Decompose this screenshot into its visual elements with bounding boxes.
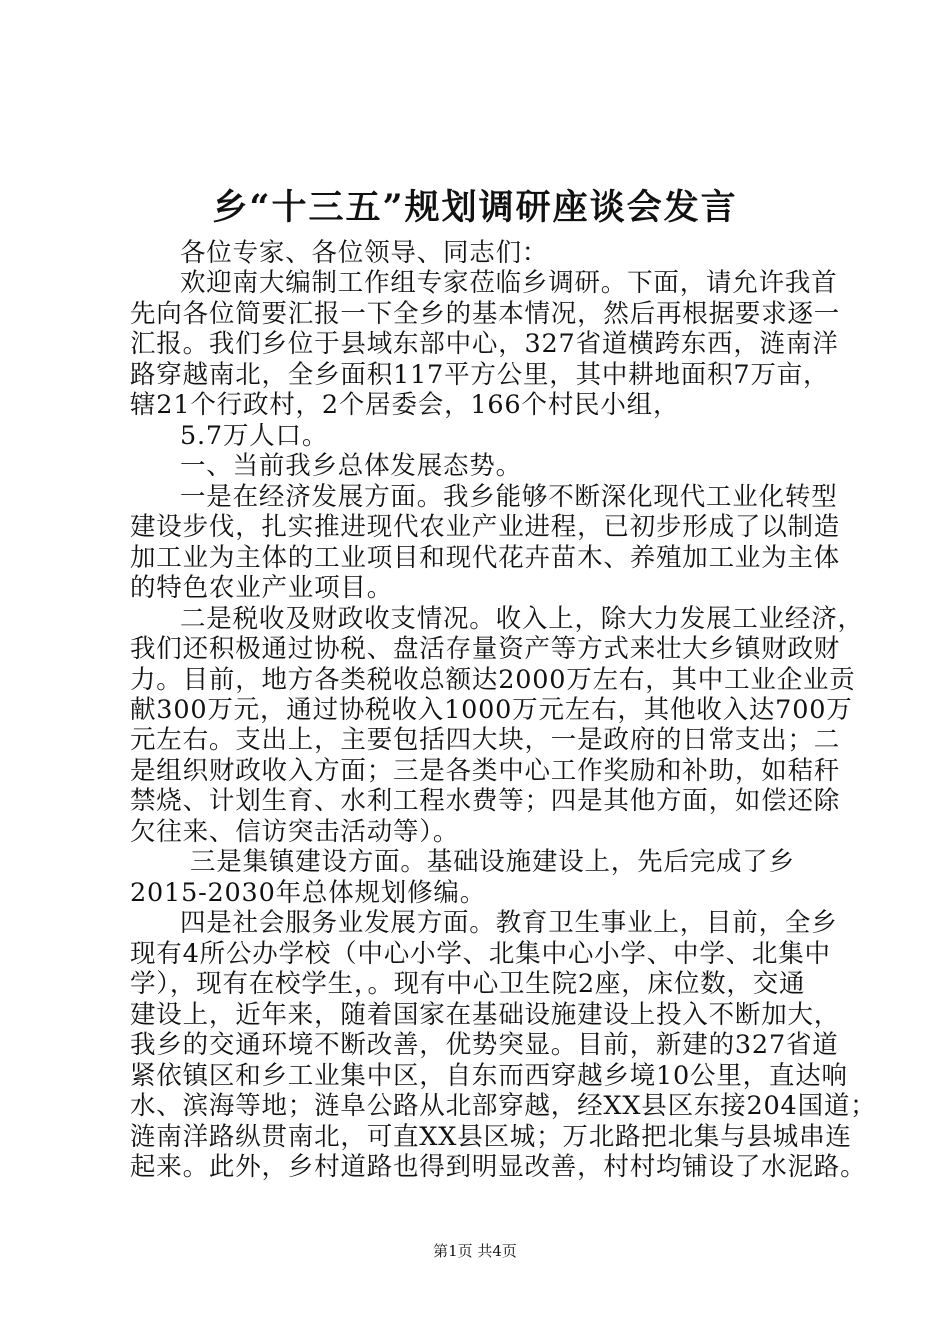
text-line: 紧依镇区和乡工业集中区，自东而西穿越乡境10公里，直达响: [130, 1061, 848, 1091]
text-line: 我乡的交通环境不断改善，优势突显。目前，新建的327省道: [130, 1030, 839, 1060]
text-line: 建设步伐，扎实推进现代农业产业进程，已初步形成了以制造: [130, 512, 841, 542]
text-line: 先向各位简要汇报一下全乡的基本情况，然后再根据要求逐一: [130, 299, 841, 329]
text-line: 欢迎南大编制工作组专家莅临乡调研。下面，请允许我首: [180, 268, 838, 298]
text-line: 涟南洋路纵贯南北，可直XX县区城；万北路把北集与县城串连: [130, 1122, 852, 1152]
text-line: 我们还积极通过协税、盘活存量资产等方式来壮大乡镇财政财: [130, 634, 841, 664]
page-footer: 第1页 共4页: [433, 1242, 517, 1260]
text-line: 建设上，近年来，随着国家在基础设施建设上投入不断加大，: [130, 1000, 841, 1030]
text-line: 学），现有在校学生，。现有中心卫生院2座，床位数，交通: [130, 969, 806, 999]
text-line: 5.7万人口。: [180, 421, 329, 451]
text-line: 力。目前，地方各类税收总额达2000万左右，其中工业企业贡: [130, 665, 856, 695]
text-line: 一是在经济发展方面。我乡能够不断深化现代工业化转型: [180, 482, 838, 512]
text-line: 三是集镇建设方面。基础设施建设上，先后完成了乡: [190, 847, 795, 877]
text-line: 二是税收及财政收支情况。收入上，除大力发展工业经济，: [180, 604, 864, 634]
text-line: 四是社会服务业发展方面。教育卫生事业上，目前，全乡: [180, 908, 838, 938]
text-line: 路穿越南北，全乡面积117平方公里，其中耕地面积7万亩，: [130, 360, 830, 390]
text-line: 献300万元，通过协税收入1000万元左右，其他收入达700万: [130, 695, 853, 725]
text-line: 欠往来、信访突击活动等）。: [130, 817, 460, 847]
text-line: 是组织财政收入方面；三是各类中心工作奖励和补助，如秸秆: [130, 756, 841, 786]
text-line: 现有4所公办学校（中心小学、北集中心小学、中学、北集中: [130, 939, 831, 969]
text-line: 2015-2030年总体规划修编。: [130, 878, 487, 908]
text-line: 辖21个行政村，2个居委会，166个村民小组，: [130, 390, 680, 420]
text-line: 元左右。支出上，主要包括四大块，一是政府的日常支出；二: [130, 725, 841, 755]
text-line: 一、当前我乡总体发展态势。: [180, 451, 522, 481]
text-line: 禁烧、计划生育、水利工程水费等；四是其他方面，如偿还除: [130, 786, 841, 816]
text-line: 各位专家、各位领导、同志们：: [180, 238, 549, 268]
document-title: 乡“十三五”规划调研座谈会发言: [212, 187, 738, 228]
text-line: 加工业为主体的工业项目和现代花卉苗木、养殖加工业为主体: [130, 543, 841, 573]
text-line: 水、滨海等地；涟阜公路从北部穿越，经XX县区东接204国道；: [130, 1091, 877, 1121]
text-line: 起来。此外，乡村道路也得到明显改善，村村均铺设了水泥路。: [130, 1152, 867, 1182]
text-line: 的特色农业产业项目。: [130, 573, 394, 603]
text-line: 汇报。我们乡位于县域东部中心，327省道横跨东西，涟南洋: [130, 329, 839, 359]
